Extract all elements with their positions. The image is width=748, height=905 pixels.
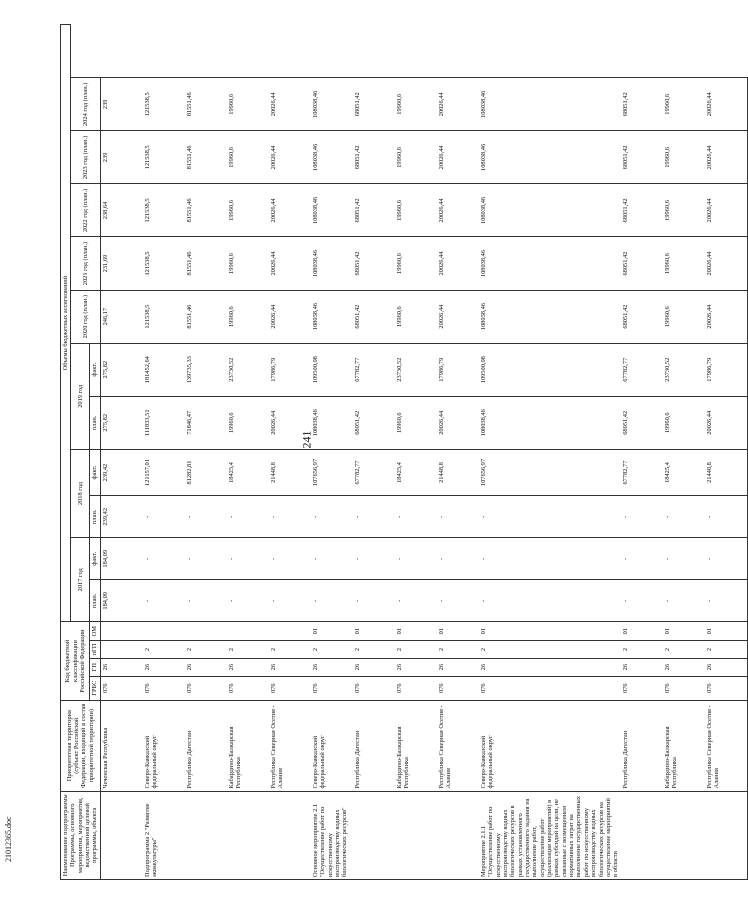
row-value: - — [663, 580, 705, 622]
row-value: 108038,46 — [479, 131, 621, 184]
row-value: - — [437, 496, 479, 538]
row-grbs: 076 — [395, 676, 437, 700]
header-pgp: пГП — [90, 641, 100, 659]
row-territory: Северо-Кавказский федеральный округ — [143, 700, 185, 791]
row-value: 68051,42 — [621, 131, 663, 184]
row-gp: 26 — [395, 658, 437, 676]
row-value: 19960,6 — [663, 131, 705, 184]
row-value: 107656,97 — [479, 449, 621, 495]
header-fact: факт. — [90, 449, 100, 495]
row-value: 81551,46 — [185, 290, 227, 343]
row-value: - — [227, 538, 269, 580]
row-value: - — [395, 538, 437, 580]
row-om: 01 — [395, 622, 437, 641]
row-name — [621, 791, 663, 879]
row-value: 231,69 — [100, 237, 143, 290]
row-value: 67782,77 — [353, 343, 395, 396]
header-fact: факт. — [90, 343, 100, 396]
page-number: 241 — [299, 430, 314, 449]
row-value: 108038,46 — [479, 290, 621, 343]
row-value: 68051,42 — [353, 396, 395, 449]
row-value: 19960,6 — [227, 396, 269, 449]
row-pgp: 2 — [705, 641, 748, 659]
table-row — [395, 25, 437, 880]
row-value: 68051,42 — [621, 290, 663, 343]
row-value: 68051,42 — [353, 131, 395, 184]
row-value: - — [621, 538, 663, 580]
row-value: 109500,08 — [311, 343, 353, 396]
row-value: 20026,44 — [437, 184, 479, 237]
header-2023: 2023 год (план.) — [71, 131, 100, 184]
row-value: - — [395, 580, 437, 622]
row-value: - — [437, 538, 479, 580]
header-fact: факт. — [90, 538, 100, 580]
row-value: - — [437, 580, 479, 622]
table-header — [61, 25, 101, 880]
row-name — [269, 791, 311, 879]
row-value: - — [185, 538, 227, 580]
row-value: 109500,08 — [479, 343, 621, 396]
row-name — [185, 791, 227, 879]
row-value: 21448,8 — [269, 449, 311, 495]
row-gp: 26 — [437, 658, 479, 676]
row-value: - — [479, 496, 621, 538]
row-value: 81551,46 — [185, 237, 227, 290]
row-om — [227, 622, 269, 641]
row-value: 21448,8 — [437, 449, 479, 495]
row-value: - — [663, 538, 705, 580]
row-name — [663, 791, 705, 879]
row-value: 18425,4 — [395, 449, 437, 495]
row-value: - — [311, 580, 353, 622]
row-pgp — [100, 641, 143, 659]
row-value: 20026,44 — [437, 78, 479, 131]
row-gp: 26 — [227, 658, 269, 676]
row-value: 121538,5 — [143, 78, 185, 131]
budget-table — [60, 24, 748, 880]
row-pgp: 2 — [663, 641, 705, 659]
row-value: 239 — [100, 131, 143, 184]
row-value: 20026,44 — [705, 78, 748, 131]
row-name: Мероприятие 2.1.1 "Осуществление работ по искусственному воспроизводству водных биологических ресурсов в рамках установленного государственного задания на выполнение работ, осуществление работ (реализация мероприятий) в рамках субсидий на цели, не связанные с возмещением нормативных затрат на выполнение государственных работ по искусственному воспроизводству водных биологических ресурсов на осуществление мероприятий в области — [479, 791, 621, 879]
row-value: 108038,46 — [479, 396, 621, 449]
row-value: - — [227, 580, 269, 622]
row-value: - — [353, 538, 395, 580]
row-value: 20026,44 — [437, 237, 479, 290]
row-gp: 26 — [311, 658, 353, 676]
row-value: 108038,46 — [479, 184, 621, 237]
row-value: 17986,79 — [269, 343, 311, 396]
row-grbs: 076 — [143, 676, 185, 700]
table-row — [663, 25, 705, 880]
row-value: 20026,44 — [269, 396, 311, 449]
row-gp: 26 — [353, 658, 395, 676]
row-value: - — [269, 538, 311, 580]
header-name: Наименование подпрограммы Программы, основного мероприятия, мероприятия, ведомственной целевой программы, объекта — [61, 791, 101, 879]
row-name — [705, 791, 748, 879]
row-name — [227, 791, 269, 879]
row-value: 19960,6 — [395, 131, 437, 184]
row-value: 107656,97 — [311, 449, 353, 495]
table-body — [100, 25, 747, 880]
row-gp: 26 — [143, 658, 185, 676]
row-value: 68051,42 — [353, 290, 395, 343]
row-value: 81551,46 — [185, 184, 227, 237]
row-value: - — [705, 538, 748, 580]
row-value: 20026,44 — [437, 131, 479, 184]
row-value: 81551,46 — [185, 78, 227, 131]
row-territory: Республика Дагестан — [621, 700, 663, 791]
header-2017: 2017 год — [71, 538, 90, 622]
row-grbs: 076 — [100, 676, 143, 700]
row-value: 71846,47 — [185, 396, 227, 449]
row-value: 108038,46 — [311, 78, 353, 131]
row-value: 68051,42 — [353, 237, 395, 290]
row-value: 19960,6 — [663, 78, 705, 131]
header-2020: 2020 год (план.) — [71, 290, 100, 343]
row-value: 19960,6 — [227, 131, 269, 184]
table-row — [185, 25, 227, 880]
row-value: 20026,44 — [269, 78, 311, 131]
row-value: - — [353, 580, 395, 622]
header-2018: 2018 год — [71, 449, 90, 537]
header-2021: 2021 год (план.) — [71, 237, 100, 290]
row-value: 18425,4 — [663, 449, 705, 495]
row-pgp: 2 — [311, 641, 353, 659]
row-value: 68051,42 — [621, 396, 663, 449]
row-value: - — [311, 538, 353, 580]
table-row — [621, 25, 663, 880]
row-name — [100, 791, 143, 879]
header-om: ОМ — [90, 622, 100, 641]
row-value: 20026,44 — [269, 184, 311, 237]
row-territory: Республика Северная Осетия - Алания — [705, 700, 748, 791]
table-row — [437, 25, 479, 880]
table-row — [100, 25, 143, 880]
row-value: 19960,6 — [227, 237, 269, 290]
row-value: 19960,6 — [227, 290, 269, 343]
table-row — [311, 25, 353, 880]
row-grbs: 076 — [353, 676, 395, 700]
row-value: 19960,6 — [227, 184, 269, 237]
row-value: - — [353, 496, 395, 538]
row-value: 20026,44 — [705, 237, 748, 290]
row-value: 68051,42 — [353, 184, 395, 237]
row-territory: Кабардино-Балкарская Республика — [395, 700, 437, 791]
row-value: 108038,46 — [311, 184, 353, 237]
row-grbs: 076 — [269, 676, 311, 700]
row-grbs: 076 — [663, 676, 705, 700]
row-value: 20026,44 — [269, 131, 311, 184]
row-value: 121538,5 — [143, 131, 185, 184]
row-value: 19960,6 — [395, 237, 437, 290]
row-om — [185, 622, 227, 641]
row-value: - — [227, 496, 269, 538]
header-2024: 2024 год (план.) — [71, 78, 100, 131]
row-name — [353, 791, 395, 879]
row-grbs: 076 — [479, 676, 621, 700]
row-value: - — [663, 496, 705, 538]
row-value: 108038,46 — [311, 396, 353, 449]
row-value: 67782,77 — [621, 449, 663, 495]
row-value: 23730,52 — [227, 343, 269, 396]
row-value: 184,09 — [100, 580, 143, 622]
row-territory: Республика Северная Осетия - Алания — [437, 700, 479, 791]
row-om: 01 — [621, 622, 663, 641]
row-value: 68051,42 — [621, 237, 663, 290]
row-value: 246,17 — [100, 290, 143, 343]
row-value: 181452,64 — [143, 343, 185, 396]
row-value: 239 — [100, 78, 143, 131]
row-value: - — [185, 496, 227, 538]
row-pgp: 2 — [621, 641, 663, 659]
row-name: Основное мероприятие 2.1 "Осуществление работ по искусственному воспроизводству водных биологических ресурсов" — [311, 791, 353, 879]
row-value: 19960,6 — [395, 396, 437, 449]
row-value: 67782,77 — [353, 449, 395, 495]
row-value: 275,82 — [100, 396, 143, 449]
row-value: 121538,5 — [143, 184, 185, 237]
row-grbs: 076 — [705, 676, 748, 700]
row-value: 19960,6 — [663, 184, 705, 237]
row-value: 139735,33 — [185, 343, 227, 396]
row-pgp: 2 — [185, 641, 227, 659]
table-row — [143, 25, 185, 880]
row-value: 239,42 — [100, 496, 143, 538]
row-pgp: 2 — [353, 641, 395, 659]
row-om: 01 — [479, 622, 621, 641]
row-territory: Кабардино-Балкарская Республика — [227, 700, 269, 791]
row-value: 20026,44 — [437, 396, 479, 449]
row-value: 238,64 — [100, 184, 143, 237]
row-om — [143, 622, 185, 641]
header-plan: план. — [90, 580, 100, 622]
table-row — [353, 25, 395, 880]
row-om — [269, 622, 311, 641]
row-territory: Северо-Кавказский федеральный округ — [311, 700, 353, 791]
row-value: - — [269, 580, 311, 622]
row-om — [100, 622, 143, 641]
row-value: 20026,44 — [705, 131, 748, 184]
row-value: - — [395, 496, 437, 538]
row-value: 20026,44 — [705, 184, 748, 237]
row-value: 275,82 — [100, 343, 143, 396]
row-value: 19960,6 — [227, 78, 269, 131]
header-plan: план. — [90, 396, 100, 449]
row-value: 111833,51 — [143, 396, 185, 449]
row-value: - — [479, 538, 621, 580]
row-grbs: 076 — [437, 676, 479, 700]
row-value: 20026,44 — [705, 396, 748, 449]
header-gp: ГП — [90, 658, 100, 676]
header-grbs: ГРБС — [90, 676, 100, 700]
row-value: 67782,77 — [621, 343, 663, 396]
row-om: 01 — [663, 622, 705, 641]
row-value: 19960,6 — [395, 78, 437, 131]
row-pgp: 2 — [227, 641, 269, 659]
row-value: 68051,42 — [621, 184, 663, 237]
row-value: 19960,6 — [663, 290, 705, 343]
header-volume: Объемы бюджетных ассигнований — [61, 25, 71, 622]
row-value: - — [621, 580, 663, 622]
table-row — [269, 25, 311, 880]
row-value: 19960,6 — [395, 290, 437, 343]
table-row — [479, 25, 621, 880]
row-value: 108038,46 — [479, 78, 621, 131]
row-value: - — [143, 580, 185, 622]
row-gp: 26 — [663, 658, 705, 676]
row-name — [395, 791, 437, 879]
row-value: - — [269, 496, 311, 538]
row-territory: Республика Дагестан — [185, 700, 227, 791]
row-value: - — [185, 580, 227, 622]
row-om: 01 — [353, 622, 395, 641]
row-grbs: 076 — [185, 676, 227, 700]
row-value: 81282,81 — [185, 449, 227, 495]
row-value: 20026,44 — [269, 290, 311, 343]
row-value: 108038,46 — [479, 237, 621, 290]
row-pgp: 2 — [395, 641, 437, 659]
row-pgp: 2 — [143, 641, 185, 659]
row-pgp: 2 — [269, 641, 311, 659]
row-value: 18425,4 — [227, 449, 269, 495]
row-value: 184,09 — [100, 538, 143, 580]
budget-table-rotated — [60, 24, 720, 880]
row-territory: Республика Северная Осетия - Алания — [269, 700, 311, 791]
row-value: 121538,5 — [143, 237, 185, 290]
row-value: 23730,52 — [395, 343, 437, 396]
header-plan: план. — [90, 496, 100, 538]
row-name — [437, 791, 479, 879]
row-gp: 26 — [705, 658, 748, 676]
row-gp: 26 — [100, 658, 143, 676]
row-value: - — [621, 496, 663, 538]
row-value: 21448,8 — [705, 449, 748, 495]
row-value: 68051,42 — [621, 78, 663, 131]
header-2022: 2022 год (план.) — [71, 184, 100, 237]
row-value: 19960,6 — [663, 396, 705, 449]
header-2019: 2019 год — [71, 343, 90, 449]
header-code: Код бюджетной классификации Российской Федерации — [61, 622, 90, 701]
row-value: - — [705, 580, 748, 622]
table-row — [705, 25, 748, 880]
row-name: Подпрограмма 2 "Развитие аквакультуры" — [143, 791, 185, 879]
row-gp: 26 — [269, 658, 311, 676]
row-om: 01 — [437, 622, 479, 641]
row-territory: Кабардино-Балкарская Республика — [663, 700, 705, 791]
row-value: 239,42 — [100, 449, 143, 495]
row-value: 81551,46 — [185, 131, 227, 184]
row-value: 68051,42 — [353, 78, 395, 131]
row-value: - — [705, 496, 748, 538]
row-value: 19960,6 — [663, 237, 705, 290]
row-value: - — [143, 496, 185, 538]
row-value: 20026,44 — [269, 237, 311, 290]
row-value: 23730,52 — [663, 343, 705, 396]
row-value: - — [143, 538, 185, 580]
row-territory: Северо-Кавказский федеральный округ — [479, 700, 621, 791]
row-value: 108038,46 — [311, 237, 353, 290]
row-grbs: 076 — [227, 676, 269, 700]
row-value: 17986,79 — [437, 343, 479, 396]
row-territory: Чеченская Республика — [100, 700, 143, 791]
row-value: 17986,79 — [705, 343, 748, 396]
row-grbs: 076 — [311, 676, 353, 700]
row-om: 01 — [705, 622, 748, 641]
row-pgp: 2 — [479, 641, 621, 659]
row-value: 19960,6 — [395, 184, 437, 237]
row-value: 121157,01 — [143, 449, 185, 495]
header-territory: Приоритетная территория (субъект Российской Федерации, входящий в состав приоритетной территории) — [61, 700, 101, 791]
row-gp: 26 — [621, 658, 663, 676]
row-value: 108038,46 — [311, 290, 353, 343]
row-gp: 26 — [479, 658, 621, 676]
row-value: - — [479, 580, 621, 622]
row-pgp: 2 — [437, 641, 479, 659]
row-value: 20026,44 — [705, 290, 748, 343]
row-value: 20026,44 — [437, 290, 479, 343]
row-value: 108038,46 — [311, 131, 353, 184]
row-grbs: 076 — [621, 676, 663, 700]
row-gp: 26 — [185, 658, 227, 676]
row-om: 01 — [311, 622, 353, 641]
row-value: 121538,5 — [143, 290, 185, 343]
table-row — [227, 25, 269, 880]
row-value: - — [311, 496, 353, 538]
row-territory: Республика Дагестан — [353, 700, 395, 791]
